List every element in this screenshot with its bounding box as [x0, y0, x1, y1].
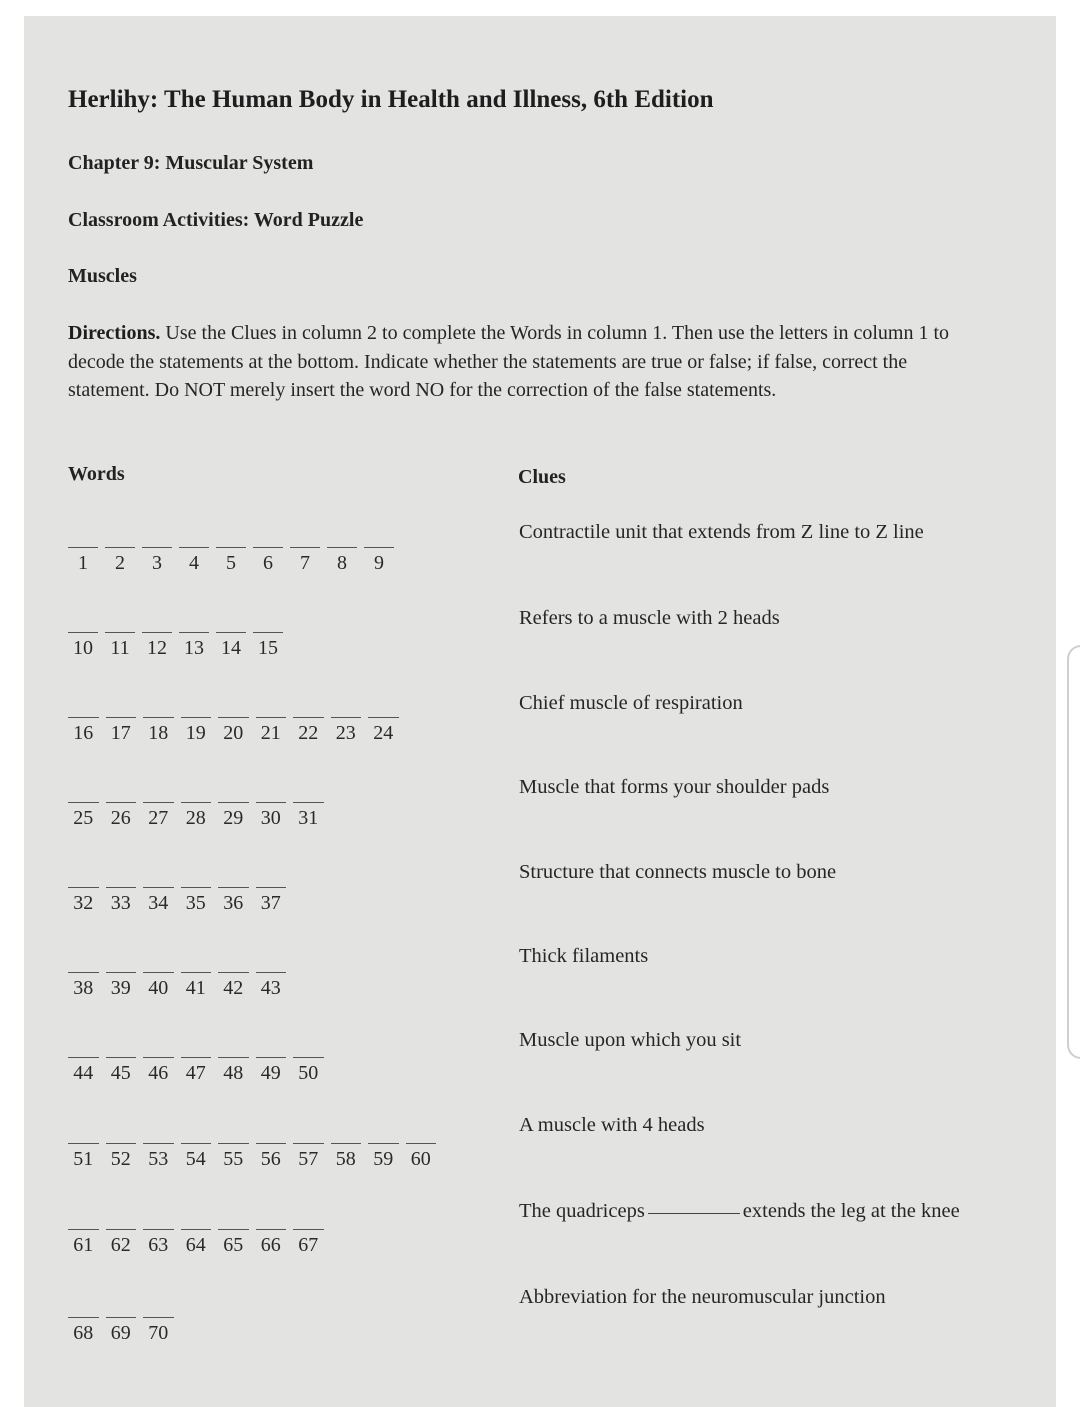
- activity-heading: Classroom Activities: Word Puzzle: [68, 209, 364, 231]
- words-column-heading: Words: [68, 463, 125, 485]
- letter-number: 8: [337, 552, 347, 574]
- blank-underline: [143, 1317, 174, 1318]
- blank-underline: [253, 547, 283, 548]
- letter-number: 42: [223, 977, 244, 999]
- word-row-4: [68, 802, 331, 832]
- letter-number: 25: [73, 807, 94, 829]
- letter-number: 39: [110, 977, 131, 999]
- letter-number: 52: [110, 1148, 131, 1170]
- blank-underline: [181, 1057, 212, 1058]
- letter-number: 47: [185, 1062, 206, 1084]
- letter-number: 11: [110, 637, 130, 659]
- letter-number: 9: [374, 552, 384, 574]
- letter-number: 22: [298, 722, 319, 744]
- blank-underline: [142, 547, 172, 548]
- letter-number: 19: [185, 722, 206, 744]
- letter-number: 61: [73, 1234, 94, 1256]
- word-row-10: [68, 1317, 181, 1347]
- letter-number: 56: [260, 1148, 281, 1170]
- letter-number: 69: [110, 1322, 131, 1344]
- letter-number: 68: [73, 1322, 94, 1344]
- clue-10: Abbreviation for the neuromuscular junction: [519, 1286, 886, 1308]
- blank-underline: [368, 1143, 399, 1144]
- blank-underline: [181, 717, 212, 718]
- letter-number: 5: [226, 552, 236, 574]
- blank-underline: [293, 1057, 324, 1058]
- letter-number: 27: [148, 807, 169, 829]
- blank-underline: [368, 717, 399, 718]
- letter-number: 24: [373, 722, 394, 744]
- letter-number: 65: [223, 1234, 244, 1256]
- blank-underline: [106, 1317, 137, 1318]
- blank-underline: [143, 887, 174, 888]
- blank-underline: [293, 1229, 324, 1230]
- letter-number: 14: [221, 637, 241, 659]
- letter-number: 59: [373, 1148, 394, 1170]
- blank-underline: [216, 632, 246, 633]
- clue-9-end: extends the leg at the knee: [742, 1200, 960, 1222]
- letter-number: 35: [185, 892, 206, 914]
- topic-heading: Muscles: [68, 265, 137, 287]
- directions-paragraph: [68, 319, 988, 405]
- blank-underline: [142, 632, 172, 633]
- blank-underline: [256, 887, 287, 888]
- page-title: Herlihy: The Human Body in Health and Illness, 6th Edition: [68, 86, 714, 113]
- blank-underline: [68, 972, 99, 973]
- blank-underline: [143, 717, 174, 718]
- blank-underline: [143, 1229, 174, 1230]
- blank-underline: [68, 887, 99, 888]
- letter-number: 58: [335, 1148, 356, 1170]
- clue-1: Contractile unit that extends from Z line to Z line: [519, 521, 924, 543]
- blank-underline: [106, 887, 137, 888]
- blank-underline: [293, 802, 324, 803]
- blank-underline: [218, 1229, 249, 1230]
- word-row-6: [68, 972, 293, 1002]
- blank-underline: [256, 717, 287, 718]
- letter-number: 34: [148, 892, 169, 914]
- letter-number: 21: [260, 722, 281, 744]
- letter-number: 3: [152, 552, 162, 574]
- letter-number: 17: [110, 722, 131, 744]
- letter-number: 10: [73, 637, 93, 659]
- letter-number: 30: [260, 807, 281, 829]
- blank-underline: [68, 717, 99, 718]
- blank-underline: [68, 632, 98, 633]
- blank-underline: [181, 887, 212, 888]
- letter-number: 63: [148, 1234, 169, 1256]
- blank-underline: [68, 802, 99, 803]
- word-row-3: [68, 717, 406, 747]
- blank-underline: [181, 972, 212, 973]
- directions-text: Use the Clues in column 2 to complete the Words in column 1. Then use the letters in column 1 to decode the statements at the bottom. Indicate whether the statements are true or false; if false, correct the statement. Do NOT merely insert the word NO for the correction of the false statements.: [68, 322, 950, 401]
- letter-number: 64: [185, 1234, 206, 1256]
- letter-number: 7: [300, 552, 310, 574]
- blank-underline: [293, 717, 324, 718]
- blank-underline: [290, 547, 320, 548]
- letter-number: 33: [110, 892, 131, 914]
- letter-number: 45: [110, 1062, 131, 1084]
- blank-underline: [253, 632, 283, 633]
- blank-underline: [218, 1143, 249, 1144]
- letter-number: 1: [78, 552, 88, 574]
- blank-underline: [143, 802, 174, 803]
- letter-number: 38: [73, 977, 94, 999]
- blank-underline: [68, 1317, 99, 1318]
- blank-underline: [218, 887, 249, 888]
- letter-number: 13: [184, 637, 204, 659]
- word-row-7: [68, 1057, 331, 1087]
- letter-number: 62: [110, 1234, 131, 1256]
- blank-underline: [218, 1057, 249, 1058]
- letter-number: 36: [223, 892, 244, 914]
- blank-underline: [293, 1143, 324, 1144]
- worksheet-page: [24, 16, 1056, 1407]
- blank-underline: [106, 1057, 137, 1058]
- blank-underline: [256, 1229, 287, 1230]
- clue-9: [519, 1197, 979, 1226]
- blank-underline: [364, 547, 394, 548]
- clue-7: Muscle upon which you sit: [519, 1029, 742, 1051]
- letter-number: 60: [410, 1148, 431, 1170]
- letter-number: 37: [260, 892, 281, 914]
- clues-column-heading: Clues: [518, 466, 566, 488]
- blank-underline: [143, 1057, 174, 1058]
- letter-number: 44: [73, 1062, 94, 1084]
- letter-number: 41: [185, 977, 206, 999]
- letter-number: 57: [298, 1148, 319, 1170]
- clue-9-fill-blank[interactable]: [648, 1213, 740, 1214]
- letter-number: 2: [115, 552, 125, 574]
- letter-number: 54: [185, 1148, 206, 1170]
- blank-underline: [216, 547, 246, 548]
- letter-number: 16: [73, 722, 94, 744]
- blank-underline: [106, 717, 137, 718]
- blank-underline: [105, 547, 135, 548]
- letter-number: 49: [260, 1062, 281, 1084]
- letter-number: 51: [73, 1148, 94, 1170]
- letter-number: 32: [73, 892, 94, 914]
- clue-8: A muscle with 4 heads: [519, 1114, 705, 1136]
- letter-number: 31: [298, 807, 319, 829]
- blank-underline: [327, 547, 357, 548]
- clue-9-start: The quadriceps: [519, 1200, 645, 1222]
- blank-underline: [143, 1143, 174, 1144]
- letter-number: 4: [189, 552, 199, 574]
- blank-underline: [256, 972, 287, 973]
- side-panel-handle[interactable]: [1067, 645, 1080, 1059]
- blank-underline: [105, 632, 135, 633]
- letter-number: 23: [335, 722, 356, 744]
- blank-underline: [181, 1229, 212, 1230]
- letter-number: 70: [148, 1322, 169, 1344]
- blank-underline: [406, 1143, 437, 1144]
- blank-underline: [106, 1143, 137, 1144]
- letter-number: 67: [298, 1234, 319, 1256]
- blank-underline: [218, 717, 249, 718]
- blank-underline: [68, 1143, 99, 1144]
- letter-number: 6: [263, 552, 273, 574]
- letter-number: 50: [298, 1062, 319, 1084]
- word-row-8: [68, 1143, 443, 1173]
- letter-number: 28: [185, 807, 206, 829]
- letter-number: 29: [223, 807, 244, 829]
- letter-number: 12: [147, 637, 167, 659]
- blank-underline: [331, 717, 362, 718]
- word-row-9: [68, 1229, 331, 1259]
- word-row-2: [68, 632, 290, 662]
- blank-underline: [106, 802, 137, 803]
- clue-4: Muscle that forms your shoulder pads: [519, 776, 830, 798]
- blank-underline: [68, 1229, 99, 1230]
- letter-number: 26: [110, 807, 131, 829]
- letter-number: 53: [148, 1148, 169, 1170]
- letter-number: 43: [260, 977, 281, 999]
- blank-underline: [256, 1143, 287, 1144]
- blank-underline: [181, 1143, 212, 1144]
- blank-underline: [218, 972, 249, 973]
- blank-underline: [143, 972, 174, 973]
- letter-number: 15: [258, 637, 278, 659]
- clue-6: Thick filaments: [519, 945, 649, 967]
- letter-number: 66: [260, 1234, 281, 1256]
- clue-5: Structure that connects muscle to bone: [519, 861, 837, 883]
- letter-number: 40: [148, 977, 169, 999]
- letter-number: 20: [223, 722, 244, 744]
- clue-2: Refers to a muscle with 2 heads: [519, 607, 780, 629]
- letter-number: 18: [148, 722, 169, 744]
- letter-number: 46: [148, 1062, 169, 1084]
- blank-underline: [181, 802, 212, 803]
- directions-label: Directions.: [68, 322, 161, 344]
- word-row-1: [68, 547, 401, 577]
- blank-underline: [106, 1229, 137, 1230]
- blank-underline: [218, 802, 249, 803]
- blank-underline: [331, 1143, 362, 1144]
- blank-underline: [179, 547, 209, 548]
- chapter-heading: Chapter 9: Muscular System: [68, 152, 314, 174]
- blank-underline: [68, 1057, 99, 1058]
- word-row-5: [68, 887, 293, 917]
- blank-underline: [256, 802, 287, 803]
- blank-underline: [68, 547, 98, 548]
- clue-3: Chief muscle of respiration: [519, 692, 743, 714]
- letter-number: 48: [223, 1062, 244, 1084]
- blank-underline: [256, 1057, 287, 1058]
- blank-underline: [106, 972, 137, 973]
- letter-number: 55: [223, 1148, 244, 1170]
- blank-underline: [179, 632, 209, 633]
